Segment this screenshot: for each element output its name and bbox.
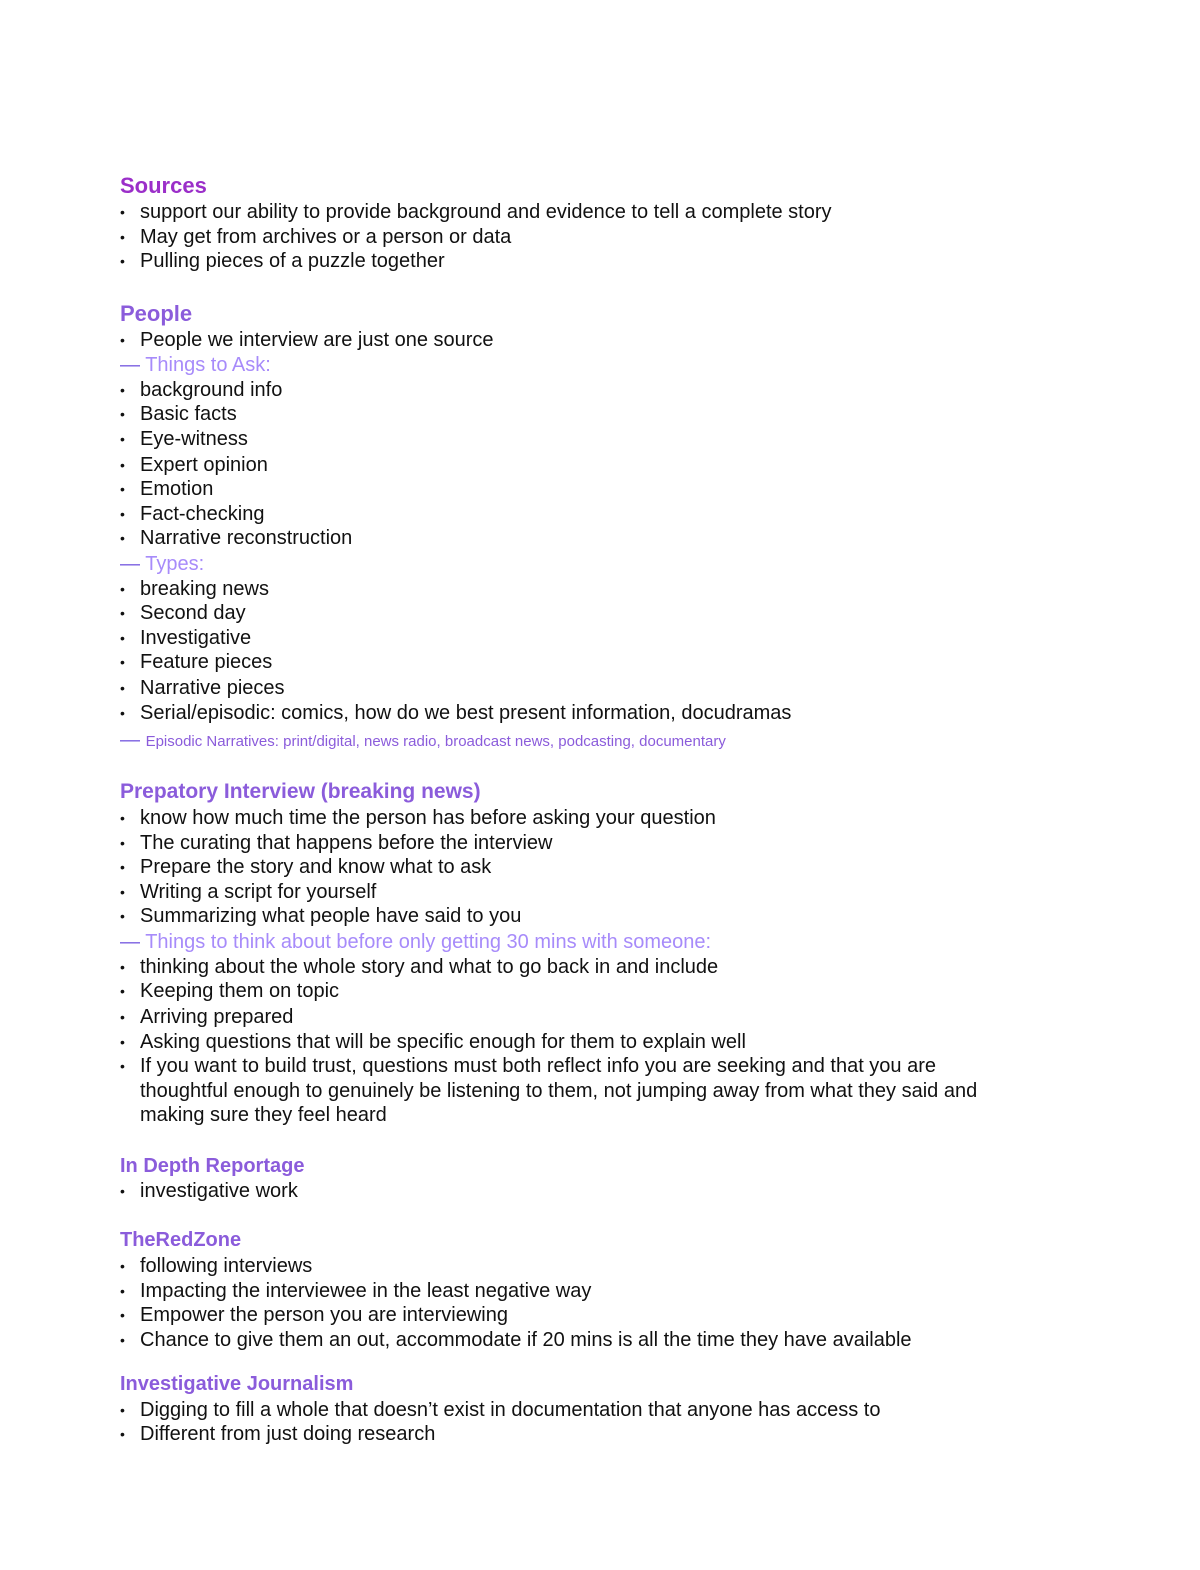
bullet-icon: • [120, 1402, 125, 1418]
bullet-icon: • [120, 859, 125, 875]
bullet-icon: • [120, 1426, 125, 1442]
subheading-things-to-ask: — Things to Ask: [120, 354, 271, 376]
bullet-icon: • [120, 431, 125, 447]
bullet-icon: • [120, 1258, 125, 1274]
dash-icon: — [120, 729, 140, 751]
heading-the-red-zone: TheRedZone [120, 1229, 242, 1251]
subheading-episodic-narratives: — Episodic Narratives: print/digital, news radio, broadcast news, podcasting, documentary [120, 729, 726, 751]
bullet-icon: • [120, 382, 125, 398]
dash-icon: — [120, 553, 140, 575]
bullet-icon: • [120, 332, 125, 348]
dash-icon: — [120, 354, 140, 376]
bullet-icon: • [120, 1332, 125, 1348]
bullet-icon: • [120, 884, 125, 900]
heading-investigative-journalism: Investigative Journalism [120, 1373, 354, 1395]
heading-people: People [120, 301, 193, 326]
bullet-icon: • [120, 1283, 125, 1299]
bullet-icon: • [120, 810, 125, 826]
bullet-icon: • [120, 1034, 125, 1050]
heading-prepatory-interview: Prepatory Interview (breaking news) [120, 780, 481, 803]
document-page: Sources • support our ability to provide background and evidence to tell a complete story • May get from archives or a person or data • Pulling pieces of a puzzle together People • People we interview are just one source — Things to Ask: • background info • Basic facts • Eye-witness • Expert opinion • Emotion • Fact-checking • Narrative reconstruction — Types: • breaking news • Second day • Investigative • Feature pieces • Narrative pieces • Serial/episodic: comics, how do we best present information, docudramas — Episodic Narratives: print/digital, news radio, broadcast news, podcasting, documentary Prepatory Interview (breaking news) • know how much time the person has before asking your question • The curating that happens before the interview • Prepare the story and know what to ask • Writing a script for yourself • Summarizing what people have said to you — Things to think about before only getting 30 mins with someone: • thinking about the whole story and what to go back in and include • Keeping them on topic • Arriving prepared • Asking questions that will be specific enough for them to explain well • If you want to build trust, questions must both reflect info you are seeking and that you are thoughtful enough to genuinely be listening to them, not jumping away from what they said and making sure they feel heard In Depth Reportage • investigative work TheRedZone • following interviews • Impacting the interviewee in the least negative way • Empower the person you are interviewing • Chance to give them an out, accommodate if 20 mins is all the time they have available Investigative Journalism • Digging to fill a whole that doesn’t exist in documentation that anyone has access to • Different from just doing research [120, 173, 978, 1445]
bullet-icon: • [120, 1183, 125, 1199]
bullet-icon: • [120, 229, 125, 245]
bullet-icon: • [120, 1058, 125, 1074]
bullet-icon: • [120, 581, 125, 597]
bullet-icon: • [120, 680, 125, 696]
bullet-icon: • [120, 908, 125, 924]
bullet-icon: • [120, 481, 125, 497]
bullet-icon: • [120, 605, 125, 621]
bullet-icon: • [120, 630, 125, 646]
dash-icon: — [120, 931, 140, 953]
heading-in-depth-reportage: In Depth Reportage [120, 1155, 305, 1177]
bullet-icon: • [120, 204, 125, 220]
subheading-types: — Types: [120, 553, 205, 575]
bullet-icon: • [120, 1009, 125, 1025]
bullet-icon: • [120, 959, 125, 975]
bullet-icon: • [120, 654, 125, 670]
bullet-icon: • [120, 983, 125, 999]
bullet-icon: • [120, 705, 125, 721]
bullet-icon: • [120, 406, 125, 422]
bullet-icon: • [120, 506, 125, 522]
bullet-icon: • [120, 530, 125, 546]
bullet-icon: • [120, 835, 125, 851]
bullet-icon: • [120, 1307, 125, 1323]
bullet-icon: • [120, 457, 125, 473]
heading-sources: Sources [120, 173, 207, 198]
subheading-things-to-think-about: — Things to think about before only getting 30 mins with someone: [120, 931, 712, 953]
bullet-icon: • [120, 253, 125, 269]
